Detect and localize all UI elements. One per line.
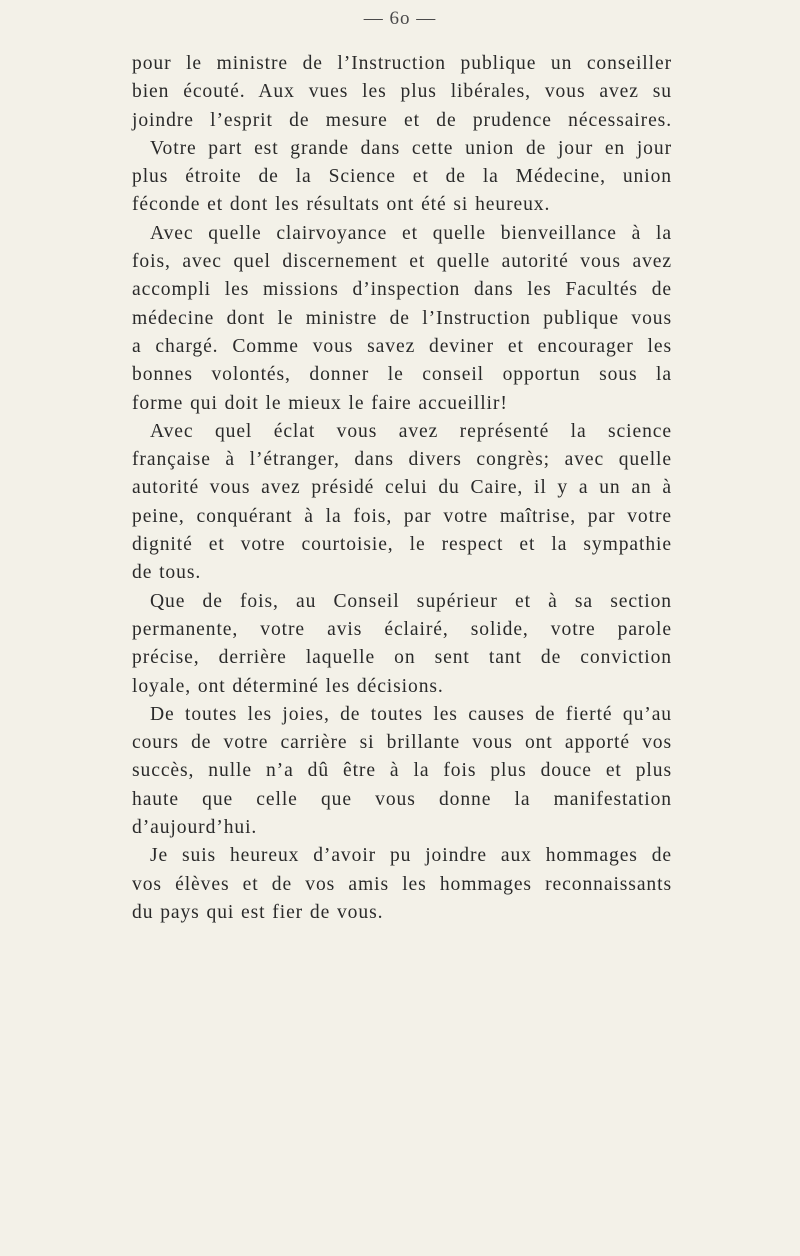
text-line: Votre part est grande dans cette union de jour en jour	[150, 137, 672, 159]
text-line: fois, avec quel discernement et quelle autorité vous avez	[132, 251, 672, 273]
text-line: accompli les missions d’inspection dans les Facultés de	[132, 279, 672, 301]
text-line: a chargé. Comme vous savez deviner et encourager les	[132, 335, 672, 357]
text-line: française à l’étranger, dans divers congrès; avec quelle	[132, 449, 672, 471]
text-line: bien écouté. Aux vues les plus libérales, vous avez su	[132, 81, 672, 103]
text-line: De toutes les joies, de toutes les causes de fierté qu’au	[150, 703, 672, 725]
text-line: vos élèves et de vos amis les hommages reconnaissants	[132, 873, 672, 895]
text-line: haute que celle que vous donne la manifestation	[132, 788, 672, 810]
text-line: plus étroite de la Science et de la Médecine, union	[132, 166, 672, 188]
text-line: féconde et dont les résultats ont été si heureux.	[132, 194, 551, 216]
text-line: médecine dont le ministre de l’Instruction publique vous	[132, 307, 672, 329]
text-line: succès, nulle n’a dû être à la fois plus douce et plus	[132, 760, 672, 782]
text-line: joindre l’esprit de mesure et de prudence nécessaires.	[132, 109, 672, 131]
text-line: de tous.	[132, 562, 202, 584]
text-line: Que de fois, au Conseil supérieur et à sa section	[150, 590, 672, 612]
text-line: loyale, ont déterminé les décisions.	[132, 675, 444, 697]
text-line: précise, derrière laquelle on sent tant de conviction	[132, 647, 672, 669]
text-line: pour le ministre de l’Instruction publique un conseiller	[132, 53, 672, 74]
text-line: du pays qui est fier de vous.	[132, 901, 384, 923]
text-line: forme qui doit le mieux le faire accueillir!	[132, 392, 508, 414]
text-line: Avec quelle clairvoyance et quelle bienveillance à la	[150, 222, 672, 244]
text-line: peine, conquérant à la fois, par votre maîtrise, par votre	[132, 505, 672, 527]
text-line: d’aujourd’hui.	[132, 817, 258, 839]
text-line: Je suis heureux d’avoir pu joindre aux hommages de	[150, 845, 672, 867]
text-line: dignité et votre courtoisie, le respect et la sympathie	[132, 534, 672, 556]
text-line: cours de votre carrière si brillante vous ont apporté vos	[132, 732, 672, 754]
page-number: — 6o —	[363, 8, 437, 29]
text-line: permanente, votre avis éclairé, solide, votre parole	[132, 618, 672, 640]
text-line: bonnes volontés, donner le conseil opportun sous la	[132, 364, 672, 386]
text-line: Avec quel éclat vous avez représenté la science	[150, 420, 672, 442]
body-text	[132, 50, 672, 927]
text-line: autorité vous avez présidé celui du Caire, il y a un an à	[132, 477, 672, 499]
